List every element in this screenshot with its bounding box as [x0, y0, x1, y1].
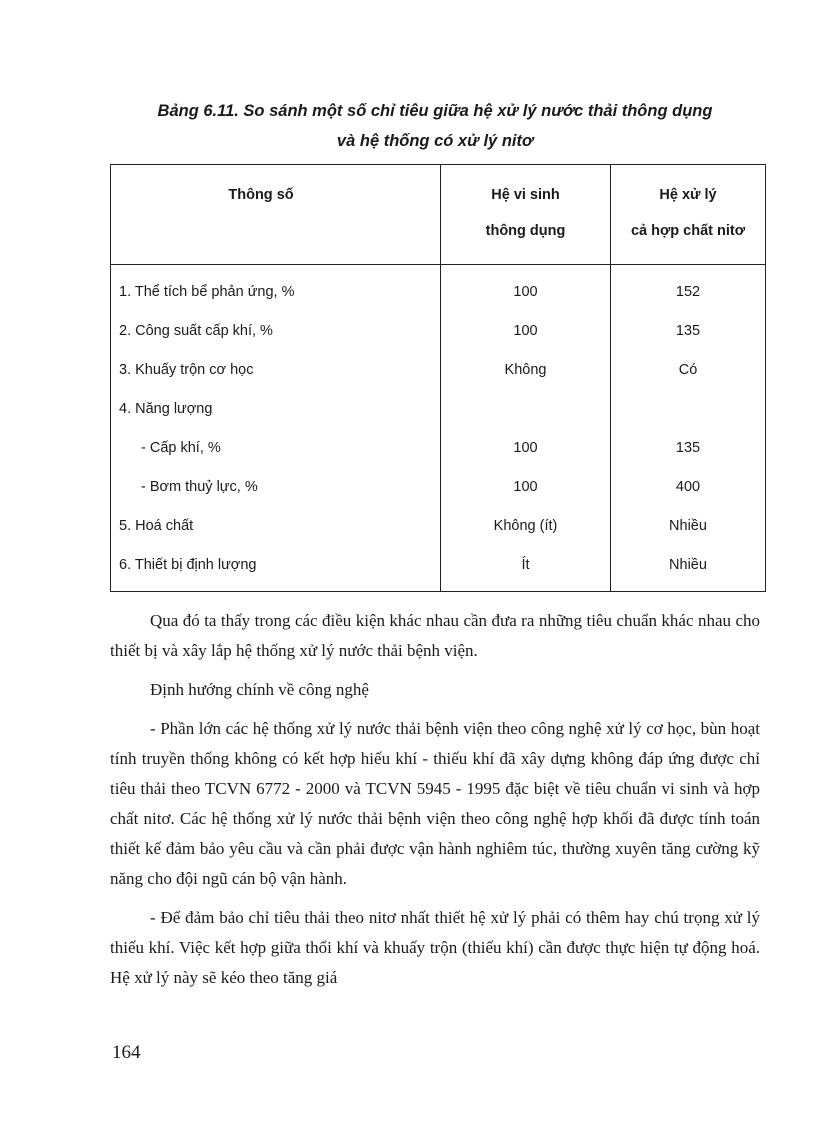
- row-conventional-value: 100: [441, 428, 611, 467]
- row-conventional-value: 100: [441, 265, 611, 312]
- paragraph-conclusion: Qua đó ta thấy trong các điều kiện khác nhau cần đưa ra những tiêu chuẩn khác nhau cho thiết bị và xây lắp hệ thống xử lý nước thải bệnh viện.: [110, 611, 760, 660]
- row-parameter: 2. Công suất cấp khí, %: [111, 311, 441, 350]
- row-conventional-value: Không (ít): [441, 506, 611, 545]
- paragraph-existing-systems: - Phần lớn các hệ thống xử lý nước thải bệnh viện theo công nghệ xử lý cơ học, bùn hoạt tính truyền thống không có kết hợp hiếu khí - thiếu khí đã xây dựng không đáp ứng được chỉ tiêu thải theo TCVN 6772 - 2000 và TCVN 5945 - 1995 đặc biệt về tiêu chuẩn vi sinh và hợp chất nitơ. Các hệ thống xử lý nước thải bệnh viện theo công nghệ hợp khối đã được tính toán thiết kế đảm bảo yêu cầu và cần phải được vận hành nghiêm túc, thường xuyên tăng cường kỹ năng cho đội ngũ cán bộ vận hành.: [110, 719, 760, 888]
- row-parameter: - Bơm thuỷ lực, %: [111, 467, 441, 506]
- paragraph-nitrogen-treatment: - Để đảm bảo chỉ tiêu thải theo nitơ nhất thiết hệ xử lý phải có thêm hay chú trọng xử lý thiếu khí. Việc kết hợp giữa thổi khí và khuấy trộn (thiếu khí) cần được thực hiện tự động hoá. Hệ xử lý này sẽ kéo theo tăng giá: [110, 908, 760, 987]
- row-nitrogen-value: Có: [611, 350, 766, 389]
- table-row: [111, 311, 766, 350]
- header-parameter: Thông số: [111, 165, 441, 265]
- row-conventional-value: Không: [441, 350, 611, 389]
- row-conventional-value: 100: [441, 467, 611, 506]
- row-nitrogen-value: [611, 389, 766, 428]
- row-parameter: 3. Khuấy trộn cơ học: [111, 350, 441, 389]
- row-parameter: 1. Thể tích bể phản ứng, %: [111, 265, 441, 312]
- table-row: [111, 545, 766, 592]
- row-parameter: 4. Năng lượng: [111, 389, 441, 428]
- row-conventional-value: 100: [441, 311, 611, 350]
- body-text: [110, 606, 760, 1002]
- table-row: [111, 467, 766, 506]
- row-nitrogen-value: 135: [611, 428, 766, 467]
- table-row: [111, 389, 766, 428]
- comparison-table: [110, 164, 766, 592]
- row-nitrogen-value: Nhiều: [611, 506, 766, 545]
- caption-line-1: Bảng 6.11. So sánh một số chỉ tiêu giữa hệ xử lý nước thải thông dụng: [157, 102, 713, 120]
- row-parameter: 6. Thiết bị định lượng: [111, 545, 441, 592]
- row-conventional-value: [441, 389, 611, 428]
- row-parameter: 5. Hoá chất: [111, 506, 441, 545]
- row-nitrogen-value: 152: [611, 265, 766, 312]
- table-caption: [100, 96, 770, 156]
- paragraph-heading-technology: Định hướng chính về công nghệ: [150, 680, 369, 699]
- table-row: [111, 265, 766, 312]
- row-nitrogen-value: 135: [611, 311, 766, 350]
- table-row: [111, 428, 766, 467]
- row-nitrogen-value: Nhiều: [611, 545, 766, 592]
- header-conventional-system: Hệ vi sinh thông dụng: [441, 165, 611, 265]
- caption-line-2: và hệ thống có xử lý nitơ: [336, 132, 534, 150]
- row-parameter: - Cấp khí, %: [111, 428, 441, 467]
- table-row: [111, 350, 766, 389]
- row-nitrogen-value: 400: [611, 467, 766, 506]
- table-row: [111, 506, 766, 545]
- header-nitrogen-system: Hệ xử lý cả hợp chất nitơ: [611, 165, 766, 265]
- table-header-row: [111, 165, 766, 265]
- row-conventional-value: Ít: [441, 545, 611, 592]
- page-number: 164: [112, 1042, 141, 1063]
